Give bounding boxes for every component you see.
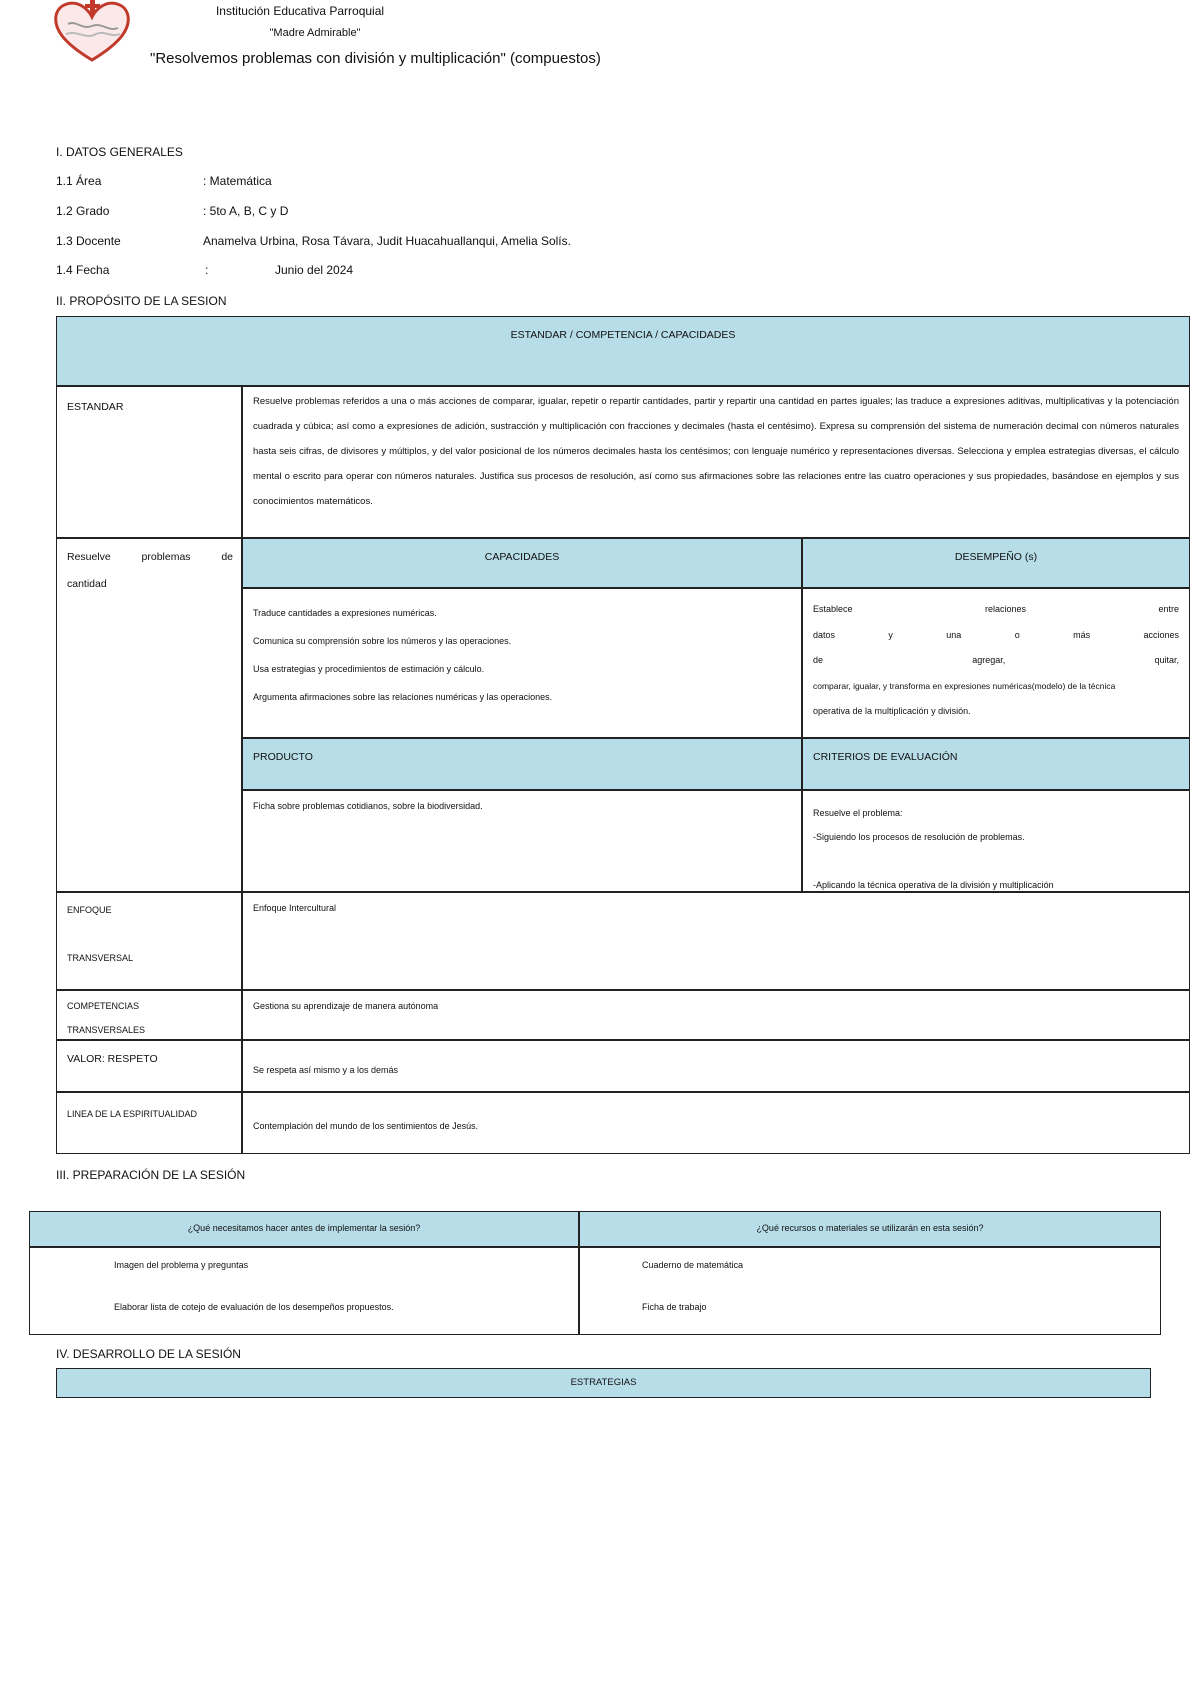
list-item: -Siguiendo los procesos de resolución de problemas.	[813, 832, 1025, 842]
desempeno-line	[813, 648, 1179, 674]
competencia-line-2: cantidad	[67, 578, 107, 590]
list-item: Traduce cantidades a expresiones numéricas.	[253, 608, 437, 618]
desempeno-cell	[802, 588, 1190, 738]
desempeno-text	[813, 597, 1179, 725]
criterios-header-cell	[802, 738, 1190, 790]
desempeno-word: o	[1014, 629, 1020, 640]
docente-label: 1.3 Docente	[56, 234, 121, 248]
estrategias-header-cell	[56, 1368, 1151, 1398]
list-item: Ficha de trabajo	[642, 1302, 707, 1312]
estandar-label: ESTANDAR	[67, 401, 124, 413]
producto-header-cell	[242, 738, 802, 790]
estrategias-header: ESTRATEGIAS	[570, 1377, 637, 1388]
criterios-header: CRITERIOS DE EVALUACIÓN	[813, 751, 958, 763]
valor-label-cell	[56, 1040, 242, 1092]
enfoque-label-cell	[56, 892, 242, 990]
preparacion-table	[29, 1211, 1161, 1335]
linea-value: Contemplación del mundo de los sentimientos de Jesús.	[253, 1121, 479, 1131]
desempeno-word: de	[813, 655, 824, 665]
preparacion-col2-cell	[579, 1247, 1161, 1335]
preparacion-col2-header: ¿Qué recursos o materiales se utilizarán en esta sesión?	[756, 1223, 984, 1233]
desempeno-word: más	[1073, 629, 1091, 640]
competencia-cell	[56, 538, 242, 892]
table-header-cell	[56, 316, 1190, 386]
list-item: Elaborar lista de cotejo de evaluación de los desempeños propuestos.	[114, 1302, 394, 1312]
competencias-value-cell	[242, 990, 1190, 1040]
desempeno-word: datos	[813, 629, 836, 640]
desempeno-word: Establece	[813, 604, 853, 614]
capacidades-list	[253, 599, 552, 711]
preparacion-col2-header-cell	[579, 1211, 1161, 1247]
competencias-label-2: TRANSVERSALES	[67, 1025, 146, 1035]
desempeno-word: una	[946, 629, 962, 640]
criterios-list	[813, 801, 1054, 897]
grado-value: : 5to A, B, C y D	[203, 204, 289, 218]
estandar-text: Resuelve problemas referidos a una o más acciones de comparar, igualar, repetir o repartir cantidades, partir y repartir una cantidad en partes iguales; las traduce a expresiones aditivas, multiplicativas y la potenciación cuadrada y cúbica; así como a expresiones de adición, sustracción y multiplicación con fracciones y decimales (hasta el centésimo). Expresa su comprensión del sistema de numeración decimal con números naturales hasta seis cifras, de divisores y múltiplos, y del valor posicional de los números decimales hasta los centésimos; con lenguaje numérico y representaciones diversas. Selecciona y emplea estrategias diversas, el cálculo mental o escrito para operar con números naturales. Justifica sus procesos de resolución, así como sus afirmaciones sobre las relaciones entre las cuatro operaciones y sus propiedades, basándose en ejemplos y sus conocimientos matemáticos.	[253, 396, 1179, 507]
list-item: Resuelve el problema:	[813, 808, 903, 818]
estandar-label-cell	[56, 386, 242, 538]
enfoque-label-2: TRANSVERSAL	[67, 953, 134, 963]
desempeno-line	[813, 623, 1179, 649]
section-datos-generales: I. DATOS GENERALES	[56, 145, 183, 159]
desempeno-word: agregar,	[972, 655, 1006, 665]
producto-cell	[242, 790, 802, 892]
preparacion-col1-header-cell	[29, 1211, 579, 1247]
area-label: 1.1 Área	[56, 174, 102, 188]
document-title: "Resolvemos problemas con división y multiplicación" (compuestos)	[150, 50, 601, 67]
competencias-value: Gestiona su aprendizaje de manera autónoma	[253, 1001, 439, 1011]
school-logo-icon	[52, 0, 132, 62]
list-item: Cuaderno de matemática	[642, 1260, 744, 1270]
competencia-line-1	[67, 551, 233, 563]
area-value: : Matemática	[203, 174, 272, 188]
enfoque-value: Enfoque Intercultural	[253, 903, 337, 913]
desempeno-line: operativa de la multiplicación y división.	[813, 706, 971, 716]
preparacion-col1-header: ¿Qué necesitamos hacer antes de implementar la sesión?	[187, 1223, 421, 1233]
section-preparacion: III. PREPARACIÓN DE LA SESIÓN	[56, 1168, 246, 1182]
institution-subtitle: "Madre Admirable"	[269, 27, 361, 39]
linea-value-cell	[242, 1092, 1190, 1154]
fecha-value: Junio del 2024	[275, 263, 354, 277]
desempeno-word: entre	[1158, 604, 1179, 614]
competencias-label-cell	[56, 990, 242, 1040]
criterios-cell	[802, 790, 1190, 892]
desempeno-header: DESEMPEÑO (s)	[954, 551, 1038, 563]
section-proposito: II. PROPÓSITO DE LA SESION	[56, 294, 227, 308]
list-item: Argumenta afirmaciones sobre las relaciones numéricas y las operaciones.	[253, 692, 553, 702]
valor-value-cell	[242, 1040, 1190, 1092]
list-item: Comunica su comprensión sobre los números y las operaciones.	[253, 636, 512, 646]
estrategias-table	[56, 1368, 1151, 1398]
list-item: -Aplicando la técnica operativa de la división y multiplicación	[813, 880, 1054, 890]
fecha-colon: :	[205, 263, 209, 277]
linea-label: LINEA DE LA ESPIRITUALIDAD	[67, 1109, 198, 1119]
docente-value: Anamelva Urbina, Rosa Távara, Judit Huacahuallanqui, Amelia Solís.	[203, 234, 571, 248]
desempeno-word: quitar,	[1154, 655, 1179, 665]
grado-label: 1.2 Grado	[56, 204, 110, 218]
desempeno-word: y	[888, 629, 893, 640]
producto-header: PRODUCTO	[253, 751, 313, 763]
valor-value: Se respeta así mismo y a los demás	[253, 1065, 399, 1075]
desempeno-header-cell	[802, 538, 1190, 588]
section-desarrollo: IV. DESARROLLO DE LA SESIÓN	[56, 1347, 241, 1361]
proposito-table	[56, 316, 1190, 1154]
valor-label: VALOR: RESPETO	[67, 1053, 158, 1065]
competencia-word: problemas	[141, 551, 191, 563]
competencias-label-1: COMPETENCIAS	[67, 1001, 140, 1011]
enfoque-value-cell	[242, 892, 1190, 990]
competencia-word: de	[221, 551, 233, 563]
desempeno-word: acciones	[1143, 629, 1179, 640]
desempeno-line: comparar, igualar, y transforma en expresiones numéricas(modelo) de la técnica	[813, 680, 1116, 691]
desempeno-line	[813, 597, 1179, 623]
linea-label-cell	[56, 1092, 242, 1154]
estandar-text-cell	[242, 386, 1190, 538]
desempeno-word: relaciones	[984, 604, 1027, 614]
institution-name: Institución Educativa Parroquial	[215, 4, 385, 18]
capacidades-cell	[242, 588, 802, 738]
preparacion-col1-cell	[29, 1247, 579, 1335]
producto-text: Ficha sobre problemas cotidianos, sobre la biodiversidad.	[253, 801, 483, 811]
enfoque-label-1: ENFOQUE	[67, 905, 112, 915]
list-item: Usa estrategias y procedimientos de estimación y cálculo.	[253, 664, 485, 674]
table-header-text: ESTANDAR / COMPETENCIA / CAPACIDADES	[510, 329, 736, 341]
capacidades-header: CAPACIDADES	[484, 551, 560, 563]
fecha-label: 1.4 Fecha	[56, 263, 110, 277]
competencia-word: Resuelve	[67, 551, 111, 563]
capacidades-header-cell	[242, 538, 802, 588]
list-item: Imagen del problema y preguntas	[114, 1260, 249, 1270]
